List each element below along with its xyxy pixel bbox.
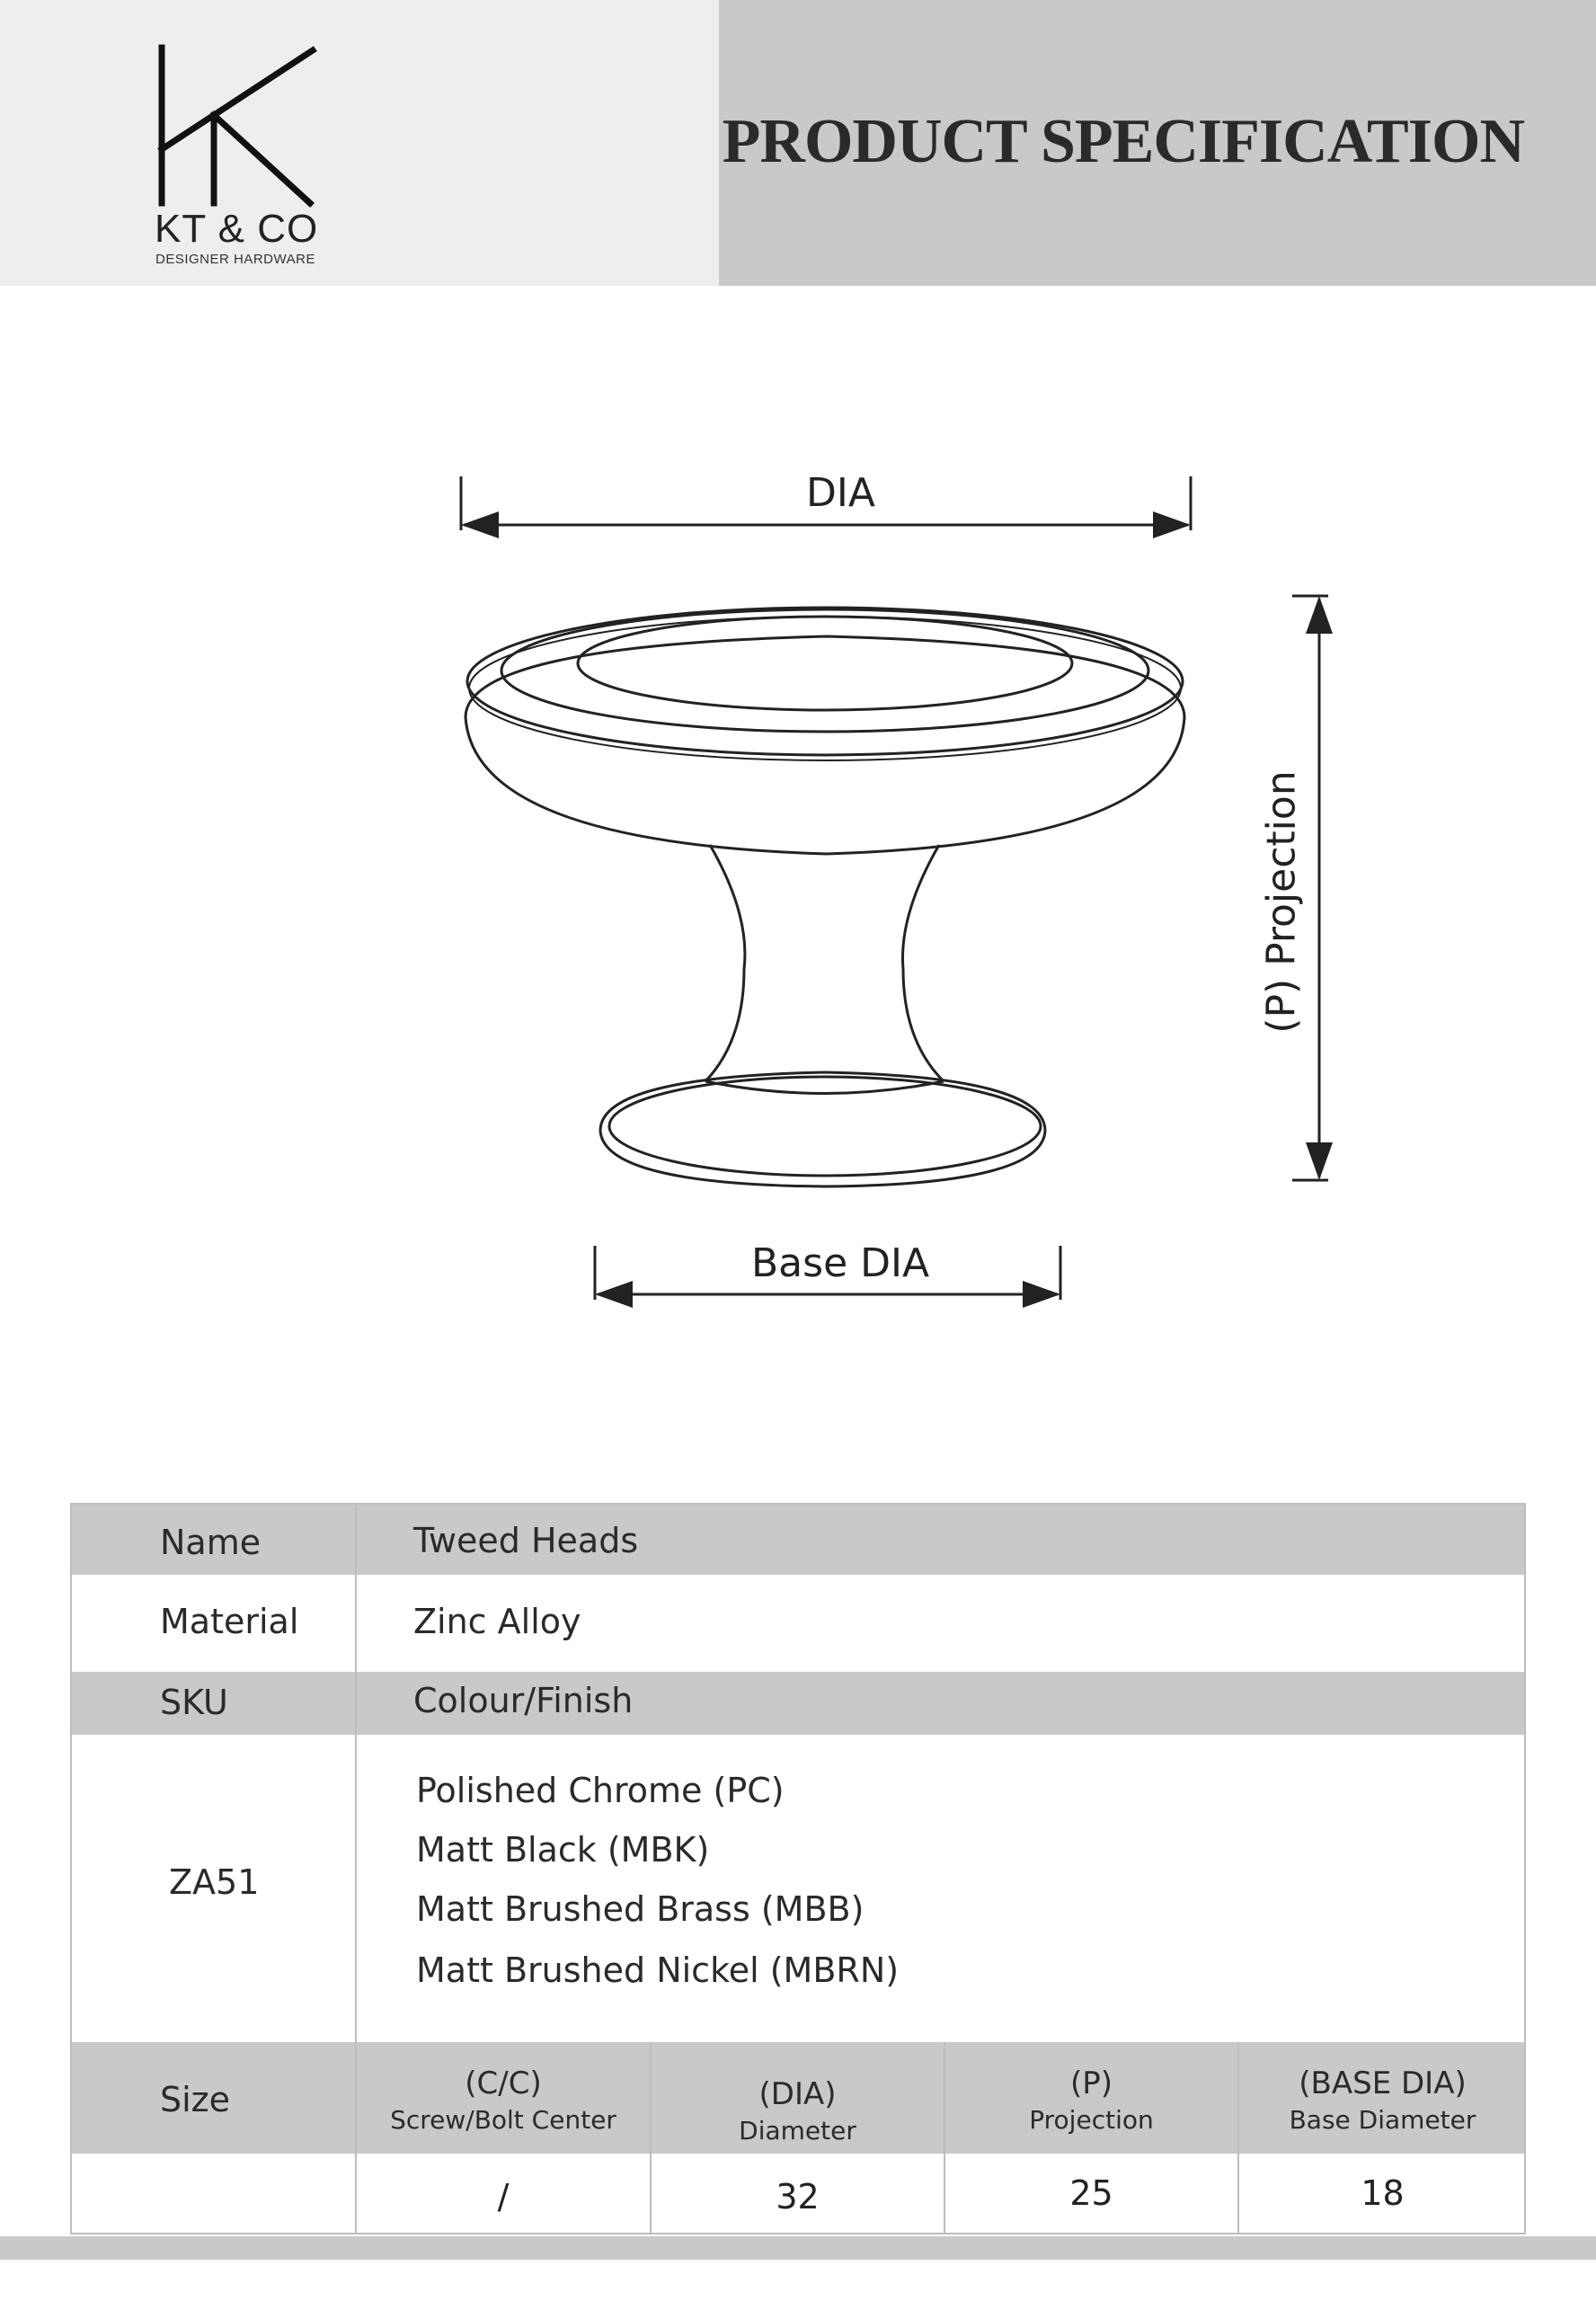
size-label: Size [160, 2080, 231, 2119]
material-label: Material [160, 1602, 299, 1641]
brand-name: KT & CO [155, 207, 319, 251]
finish-item: Polished Chrome (PC) [416, 1771, 785, 1810]
projection-header [945, 2066, 1237, 2135]
base-dia-abbr: (BASE DIA) [1299, 2066, 1467, 2101]
projection-abbr: (P) [1069, 2066, 1113, 2101]
base-dia-full: Base Diameter [1289, 2105, 1476, 2135]
finish-item: Matt Brushed Nickel (MBRN) [416, 1950, 900, 1990]
page-title: PRODUCT SPECIFICATION [722, 107, 1524, 176]
base-dia-header [1239, 2066, 1526, 2135]
finish-item: Matt Black (MBK) [416, 1830, 710, 1870]
cc-abbr: (C/C) [465, 2066, 542, 2101]
name-label: Name [160, 1523, 262, 1562]
sku-value: ZA51 [169, 1862, 260, 1902]
name-row [72, 1505, 1524, 1575]
name-value: Tweed Heads [413, 1521, 639, 1560]
projection-value: 25 [1069, 2173, 1113, 2213]
finish-item: Matt Brushed Brass (MBB) [416, 1889, 864, 1929]
sku-label: SKU [160, 1683, 228, 1722]
dia-label: DIA [806, 470, 875, 516]
finish-label: Colour/Finish [413, 1681, 634, 1720]
base-dia-value: 18 [1361, 2173, 1405, 2213]
dia-value: 32 [776, 2177, 820, 2217]
dia-header [652, 2076, 944, 2146]
sku-row [72, 1672, 1524, 1735]
projection-label: (P) Projection [1258, 770, 1305, 1034]
dia-full: Diameter [739, 2116, 856, 2146]
dia-abbr: (DIA) [758, 2076, 837, 2112]
brand-tagline: DESIGNER HARDWARE [155, 252, 315, 267]
title-panel [719, 0, 1596, 286]
base-dia-label: Base DIA [751, 1240, 930, 1286]
footer-bar [0, 2236, 1596, 2260]
knob-drawing [0, 286, 1596, 1499]
logo-panel [0, 0, 719, 286]
projection-full: Projection [1029, 2105, 1154, 2135]
cc-full: Screw/Bolt Center [390, 2105, 616, 2135]
knob-diagram [0, 286, 1596, 1499]
material-value: Zinc Alloy [413, 1602, 581, 1641]
kt-logo-icon [153, 43, 324, 214]
cc-value: / [497, 2177, 510, 2217]
spec-table [70, 1503, 1526, 2234]
cc-header [357, 2066, 650, 2135]
header [0, 0, 1596, 286]
